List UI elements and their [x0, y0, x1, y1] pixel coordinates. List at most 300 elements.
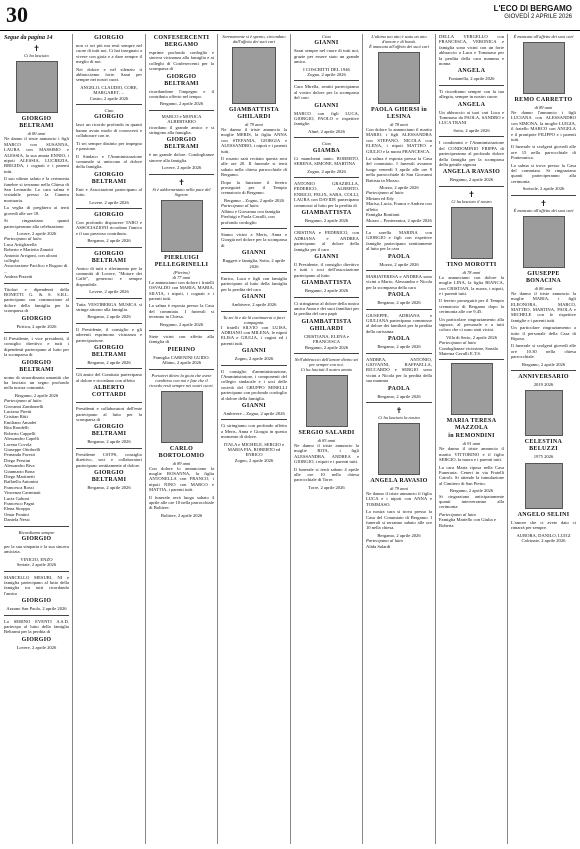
place-date: Ambivere – Zogno, 2 aprile 2026 — [223, 411, 285, 417]
cross-icon: ✝ — [540, 198, 547, 208]
divider — [76, 448, 142, 449]
portrait-photo — [306, 375, 348, 427]
condolence-text: ANDREA, ANTONIO, GIOVANNI, RAFFAELLA, RICCARDO e SERGIO sono vicini a Nicola per la perdita della sua mamma — [366, 356, 432, 384]
condolence-text: Gli amici del Comitato partecipano al dolore e ricordano con affetto — [76, 372, 142, 383]
deceased-name: ALBERTO COTTARDI — [91, 385, 127, 399]
divider — [76, 323, 142, 324]
place-date: Villa di Serio, 2 aprile 2026 — [445, 334, 497, 340]
deceased-nickname: (Pierino) — [173, 269, 190, 275]
participants-label: Partecipano al lutto — [366, 538, 404, 544]
condolence-text: Il Sindaco e l'Amministrazione comunale si uniscono al dolore della famiglia. — [76, 153, 142, 170]
list-item: Famiglia Bonfanti — [366, 212, 400, 218]
column-divider — [435, 34, 436, 844]
cross-icon: ✝ — [395, 406, 403, 416]
divider — [149, 174, 214, 175]
divider — [221, 228, 287, 229]
announcement-text: Il funerale avrà luogo sabato 4 aprile alle ore 10 nella parrocchiale di Boltiere. — [149, 494, 214, 511]
anniversary-years: 1975 2026 — [533, 454, 554, 460]
divider — [439, 136, 504, 137]
place-date: Seriate, 2 aprile 2026 — [16, 562, 57, 568]
deceased-name: PAOLA — [387, 253, 411, 260]
announcement-text: Con dolore lo annunciano il marito MARIO, i figli ALESSANDRA con STEFANO, NICOLA con ELENA, i nipoti MATTEO e GIULIO e la nuora FRANCESCA. — [366, 127, 432, 154]
place-date: Castro, 2 aprile 2026 — [89, 95, 129, 101]
divider — [511, 195, 576, 196]
participants-label: Partecipano al lutto: — [4, 236, 43, 242]
condolence-text: Cara Mirella, sentiti partecipiamo al vostro dolore per la scomparsa del caro — [294, 84, 359, 101]
memorial-quote: Tu sei là e da là continuerai a farci compagnia. — [223, 314, 285, 325]
greeting: Ciao — [322, 34, 331, 39]
place-date: Ruggeri e famiglia, Sotto, 2 aprile 2026 — [222, 258, 286, 269]
announcement-text: Ne danno il triste annuncio la moglie RITA, i figli ALESSANDRA, ANDREA e GIORGIO, i nipoti e i parenti tutti. — [294, 443, 359, 465]
announcement-text: Un particolare ringraziamento a tutto il personale della Casa di Riposo. — [511, 325, 576, 341]
announcement-text: Si ringraziano anticipatamente quanti interverranno alla cerimonia. — [439, 493, 504, 510]
list-item: Alessandro Riva — [4, 463, 35, 469]
condolence-text: Amico di tutti e riferimento per la comunità di Lovere, "Motore dei Caffè", generoso e sempre disponibile. — [76, 265, 142, 287]
portrait-photo — [523, 42, 565, 94]
cross-icon: ✝ — [468, 189, 475, 199]
deceased-name: GIAMBATTISTA — [301, 209, 352, 216]
intro-line: Ci ha lasciato la nostra — [378, 415, 420, 421]
greeting: Ciao — [322, 141, 331, 147]
divider — [294, 177, 359, 178]
place-date: Bergamo, 2 aprile 2026 — [304, 217, 349, 223]
deceased-name: TINO MOROTTI — [446, 261, 497, 268]
divider — [439, 359, 504, 360]
list-item: Roberto e Marietta Zanotti — [4, 247, 54, 253]
deceased-name: PAOLA GHERSI in LESINA — [370, 107, 428, 120]
participants-list — [439, 346, 504, 357]
deceased-name: REMO CARRETTO — [514, 97, 573, 103]
list-item: Vincenza Carminati — [4, 490, 41, 496]
deceased-name: GIANNI — [241, 294, 267, 301]
divider — [439, 85, 504, 86]
deceased-name: GIAMBA — [312, 147, 341, 154]
list-item: Albino e Giovanna con famiglia — [221, 208, 281, 214]
announcement-text: Con dolore lo annunciano la moglie ROSANNA, la figlia ANTONELLA con FRANCO, i nipoti NINO con MARCO e MATTIA, i parenti tutti. — [149, 465, 214, 493]
announcement-text: Il funerale si svolgerà giovedì alle ore 10.30 nella chiesa parrocchiale. — [511, 343, 576, 360]
divider — [149, 110, 214, 111]
condolence-text: Ti sei sempre distinto per impegno e passione. — [76, 140, 142, 152]
place-date: Boltiere, 2 aprile 2026 — [160, 512, 203, 518]
place-date: Sotto, 2 aprile 2026 — [453, 127, 490, 133]
participants-label: Partecipano al lutto: — [221, 203, 260, 209]
column-divider — [72, 34, 73, 844]
list-item: Lucia Gaboni — [4, 495, 30, 501]
divider — [439, 186, 504, 187]
signatories: ITALA e MICHELE, SERGIO e MARIA PIA, ROBERTO ed ENRICO — [224, 441, 284, 458]
condolence-text: Siete vicini con affetto alla famiglia di — [149, 333, 214, 345]
deceased-name: GIORGIO — [21, 315, 52, 322]
place-date: Piritica, 2 aprile 2026 — [16, 323, 57, 329]
divider — [76, 208, 142, 209]
place-date: Bergamo – Zogno, 2 aprile 2026 — [224, 197, 284, 203]
announcement-text: Ne danno il triste annuncio la moglie MARIA, i figli ELEONORA, MARCO, MATTEO, MARTINA, PAOLA e MICHELE con le rispettive famiglie e i parenti tutti. — [511, 290, 576, 323]
announcement-text: La salma è esposta presso la Casa del commiato. I funerali si terranno in Chiesa. — [149, 303, 214, 320]
announcement-text: Il feretro proseguirà per il Tempio crematorio di Bergamo dopo la cerimonia alle ore 9,45. — [439, 298, 504, 315]
announcement-text: La salma si trova presso la Casa del commiato. Si ringraziano quanti parteciperanno alla cerimonia. — [511, 162, 576, 184]
divider — [366, 270, 432, 271]
list-item: Raffaella Antonini — [4, 479, 38, 485]
announcement-text: Ne danno il triste annuncio i figli MARCO con SUSANNA, LAURA con MASSIMO e ALESSIA, la sua amata ENNIO, i nipoti ALESSIA, LUCREZIA, BRIGIDA, i cognati e i parenti tutti. — [4, 136, 69, 174]
participants-label: Partecipano al lutto: — [4, 398, 43, 404]
place-date: Mozzo – Ponteranica, 2 aprile 2026 — [366, 217, 432, 223]
intro-line: Ci ha lasciati il nostro amato — [300, 367, 353, 373]
portrait-photo — [232, 47, 276, 104]
anniversary-heading: ANNIVERSARIO — [518, 373, 569, 380]
list-item: Diego Prestini — [4, 457, 31, 463]
condolence-text: Sarai sempre nel cuore di tutti noi, grazie per essere stato un grande amico. — [294, 48, 359, 65]
list-item: Rita Rondelli — [4, 425, 29, 431]
deceased-age: di 89 anni — [534, 105, 553, 110]
announcement-text: Lo annunciano con dolore i fratelli OSVALDO con MARIA, MARIA, SILVIA, i nipoti, i cognati e i parenti tutti. — [149, 279, 214, 301]
list-item: Gianmario Bona — [4, 468, 35, 474]
condolence-text: MARCELLO MESURI, NI e famiglia partecipano al lutto della famiglia tra tutti ricordando l'amico — [4, 574, 69, 596]
column-divider — [507, 34, 508, 844]
condolence-text: Il Presidente, i vice presidenti, il consiglio direttivo e tutti i dipendenti partecipano al lutto per la scomparsa di — [4, 336, 69, 358]
column-divider — [145, 34, 146, 844]
deceased-name: ANGELA — [457, 68, 486, 75]
place-date: Bergamo, 2 aprile 2026 — [304, 288, 349, 294]
divider — [294, 297, 359, 298]
column-5 — [294, 34, 359, 844]
portrait-photo — [161, 391, 203, 443]
signatories: I COSCRITTI DEL 1946 — [303, 66, 350, 72]
place-date: Bergamo, 2 aprile 2026 — [449, 488, 494, 494]
condolence-text: Tutta VESTIBERGA MUSICA si stringe attorno alla famiglia. — [76, 301, 142, 312]
divider — [366, 402, 432, 403]
page-header — [0, 0, 580, 31]
continued-note: Segue da pagina 14 — [4, 35, 53, 41]
participants-list — [439, 517, 504, 528]
newspaper-name: L'ECO DI BERGAMO — [493, 4, 572, 13]
divider — [76, 368, 142, 369]
place-date: Zogno, 2 aprile 2026 — [307, 72, 346, 78]
announcement-text: Ne danno il triste annuncio la moglie MERIS, la figlia ANNA con STEFANIA, GIORGIA e ALESSANDRO, i nipoti e i parenti tutti. — [221, 127, 287, 154]
announcement-text: Ne danno il triste annuncio il marito VITTORINO e il figlio SERGIO, la nuora e i parenti tutti. — [439, 446, 504, 463]
memorial-quote: Portatevi dietro la gioia che avete condiviso con noi e fate che il ricordo resti sempre nei vostri cuori. — [149, 372, 214, 388]
list-item: Pierluigi e Paola Cavalli, con profondo cordoglio — [221, 214, 275, 225]
place-date: Azzano San Paolo, 2 aprile 2026 — [6, 606, 67, 612]
list-item: Diego Martinetti — [4, 473, 35, 479]
deceased-name: ANGELA — [457, 101, 486, 108]
deceased-age: di 86 anni — [534, 285, 553, 291]
deceased-name: SERGIO SALARDI — [298, 430, 355, 437]
place-date: Fontanella, 2 aprile 2026 — [448, 76, 495, 82]
condolence-text: Il consiglio d'amministrazione, l'Amministratore, i componenti del collegio sindacale e i soci delle società del GRUPPO MINELLI partecipano con profondo cordoglio al dolore della famiglia. — [221, 368, 287, 401]
intro-line: Ci ha lasciato — [24, 53, 49, 59]
condolence-text: DELLA VERGELLO con FRANCESCA, VERONICA e famiglia sono vicini con un forte abbraccio a Luca e Tommaso per la perdita della cara mamma e nonna — [439, 34, 504, 67]
deceased-age: di 83 anni — [317, 438, 336, 444]
list-item: Francesca Rossi — [4, 484, 34, 490]
column-2 — [76, 34, 142, 844]
divider — [149, 330, 214, 331]
deceased-name: GIANNI — [241, 250, 267, 257]
place-date: Bergamo, 2 aprile 2026 — [521, 361, 566, 367]
divider — [511, 370, 576, 371]
portrait-photo — [16, 61, 58, 113]
list-item: Alessandro Capelli — [4, 436, 40, 442]
deceased-married-name: in REMONDINI — [448, 433, 495, 440]
deceased-name: GIORGIO — [21, 598, 52, 605]
deceased-age: di 79 anni — [390, 486, 408, 492]
deceased-name: GIORGIO BELTRAMI — [19, 359, 54, 373]
signatories: Famiglia CARENINI GUIDO. — [153, 354, 210, 360]
place-date: Bergamo, 2 aprile 2026 — [87, 485, 131, 491]
deceased-age: di 78 anni — [462, 269, 481, 275]
divider — [4, 571, 69, 572]
condolence-text: Presidenti e collaboratori dell'ente partecipano al lutto per la scomparsa di — [76, 406, 142, 423]
divider — [221, 311, 287, 312]
issue-date: GIOVEDÌ 2 APRILE 2026 — [504, 14, 572, 20]
deceased-name: GIORGIO — [21, 536, 52, 542]
portrait-photo — [525, 390, 563, 436]
signatories: VINICIO, ENZO — [20, 556, 53, 562]
deceased-name: GIAMBATTISTA GHILARDI — [301, 318, 352, 332]
place-date: Sorisole, 2 aprile 2026 — [522, 186, 565, 192]
condolence-text: Titolari e dipendenti della BONETTI G. & S. S.R.L. partecipano con commozione al dolore della famiglia per la scomparsa di — [4, 286, 69, 314]
announcement-text: Il funerale si svolgerà giovedì alle ore 15 nella parrocchiale di Ponteranica. — [511, 144, 576, 161]
list-item: Miriam ed Edy — [366, 195, 394, 201]
list-item: Cristian Ritti — [4, 414, 28, 420]
deceased-name: GIORGIO — [21, 636, 52, 643]
place-date: Ambivere, 2 aprile 2026 — [231, 302, 277, 308]
deceased-name: GIORGIO BELTRAMI — [91, 424, 127, 438]
signatories: CRISTIANA, ELENA e FRANCESCA — [304, 333, 349, 345]
announcement-text: Il funerale si terrà sabato 4 aprile alle ore 10 nella chiesa parrocchiale di Torre. — [294, 466, 359, 483]
deceased-age: di 79 anni — [245, 122, 263, 127]
organization-name: CONFESERCENTI BERGAMO — [153, 35, 210, 48]
column-6 — [366, 34, 432, 844]
place-date: Torre, 2 aprile 2026 — [308, 484, 345, 490]
memorial-quote: L'ultimo tuo atto è stato un atto d'amore e di bontà. — [371, 34, 427, 44]
list-item: Omar Pontini — [4, 511, 29, 517]
divider — [76, 104, 142, 105]
deceased-name: ANGELA RAVASIO — [442, 169, 501, 176]
divider — [4, 283, 69, 284]
condolence-text: Nei dolore e nel silenzio ti abbracciamo forte. Sarai per sempre nei nostri cuori. — [76, 66, 142, 83]
deceased-name: GIANNI — [314, 253, 339, 260]
announcement-text: La cara Maria riposa nella Casa Funeraria. Ceneri in via Fratelli Cairoli. Si attende la tumulazione al Cimitero di San Pietro. — [439, 464, 504, 486]
deceased-name: GIANNI — [314, 102, 339, 109]
condolence-text: MARIATERESA e ANDREA sono vicini a Mario, Alessandra e Nicola per la scomparsa della cara — [366, 273, 432, 290]
deceased-name: GIANNI — [241, 348, 267, 355]
list-item: Marisa, Lucia, Franca e Andrea con affetto — [366, 201, 432, 212]
condolence-text: Con profondo dispiacere TARO e ASSOCIAZIONI ricordano l'amico e il suo prezioso contributo. — [76, 219, 142, 236]
divider — [366, 353, 432, 354]
list-item: Emiliano Amadei — [4, 419, 37, 425]
divider — [221, 419, 287, 420]
deceased-name: GIORGIO BELTRAMI — [91, 171, 127, 185]
announcement-text: La veglia di preghiera ai terrà giovedì alle ore 18. — [4, 205, 69, 216]
column-4 — [221, 34, 287, 844]
deceased-name: CELESTINA BELUZZI — [524, 439, 563, 453]
condolence-text: per la sua simpatia e la sua sincera amicizia. — [4, 544, 69, 555]
condolence-text: è un grande dolore. Condoglianze sincere alla famiglia. — [149, 152, 214, 163]
portrait-photo — [451, 363, 493, 415]
place-date: Bergamo, 2 aprile 2026 — [377, 532, 421, 538]
signatories: AURORA, DANILO, LUIGI — [516, 532, 571, 538]
announcement-text: Il rosario sarà recitato questa sera alle ore 20. Il funerale si terrà sabato nella chiesa parrocchiale di Bergamo. — [221, 156, 287, 178]
list-item: Condoglianze vicissime, Sonala Materna Cavalli E.T.S. — [439, 345, 498, 356]
divider — [294, 353, 359, 354]
signatories: MARCO e MONICA ALBERTARIO — [161, 113, 202, 125]
condolence-text: non ci sei più ma resti sempre nel cuore di tutti noi. Ci hai insegnato a vivere con gioia e a dare sempre il meglio di noi. — [76, 43, 142, 65]
condolence-text: Siamo vicini a Meris, Anna e Giorgia nel dolore per la scomparsa di — [221, 231, 287, 248]
deceased-name: GIAMBATTISTA GHILARDI — [228, 107, 280, 120]
announcement-text: La salma è esposta presso la Casa del commiato. I funerali avranno luogo venerdì 3 aprile alle ore 9 nella parrocchiale di San Giovanni Battista in Mozzo. — [366, 156, 432, 183]
cross-icon: ✝ — [178, 177, 185, 187]
deceased-name: MARIA TERESA MAZZOLA — [446, 418, 497, 432]
announcement-text: Lo annunciano con dolore la moglie LINA, la figlia BIANCA, con CRISTIAN, la nuora, i nipoti, e i parenti tutti. — [439, 274, 504, 296]
place-date: Bergamo, 2 aprile 2026 — [377, 393, 421, 399]
condolence-text: L'amore che ci avete dato ci rimarrà per sempre. — [511, 519, 576, 531]
list-item: Giovanni Zambonelli — [4, 403, 44, 409]
participants-label: Partecipano al lutto: — [366, 190, 405, 196]
portrait-photo — [451, 207, 493, 259]
divider — [76, 247, 142, 248]
list-item: Luciano Piretti — [4, 409, 32, 415]
cross-icon: ✝ — [33, 44, 40, 54]
place-date: Lovere, 2 aprile 2026 — [161, 165, 202, 171]
condolence-text: Il Presidente, il consiglio direttivo e tutti i soci dell'associazione partecipano al lutto. — [294, 261, 359, 278]
participants-label: Partecipano al lutto — [439, 340, 477, 346]
intro-line: Si è addormentato nella pace del Signore — [152, 186, 211, 197]
condolence-text: Ci mancherai tanto. ROBERTO, SERENA, SIMONE, MARTINA — [294, 155, 359, 167]
column-3 — [149, 34, 214, 844]
announcement-text: Dopo la funzione il feretro proseguirà per il Tempio crematorio di Bergamo. — [221, 179, 287, 196]
divider — [221, 272, 287, 273]
deceased-name: PIERLUIGI PELLEGRINELLI — [154, 254, 209, 268]
participants-list — [221, 209, 287, 225]
deceased-age: di 91 anni — [462, 441, 481, 447]
deceased-name: GIORGIO BELTRAMI — [164, 137, 199, 151]
list-item: Francesco Pagni — [4, 500, 35, 506]
condolence-text: lasci un ricordo profondo in quanti hanno avuto modo di conoscerti e collaborare con te. — [76, 122, 142, 139]
condolence-text: La SERINO EVENTI A.S.D. partecipa al lutto della famiglia Beltrami per la perdita di — [4, 618, 69, 635]
condolence-text: esprime profondo cordoglio e sincera vicinanza alla famiglia e ai colleghi di Confesercenti per la scomparsa di — [149, 50, 214, 72]
deceased-name: PAOLA — [387, 292, 411, 299]
deceased-name: GIORGIO BELTRAMI — [91, 345, 127, 359]
column-8 — [511, 34, 576, 844]
column-divider — [362, 34, 363, 844]
list-item: Andrea Pizzetti — [4, 274, 33, 280]
portrait-photo — [378, 423, 420, 475]
page-number: 30 — [6, 2, 28, 27]
column-divider — [217, 34, 218, 844]
condolence-text: Ci stringiamo al dolore della nostra amica Anna e dei suoi familiari per la perdita del caro papà — [294, 300, 359, 317]
list-item: Antonio Arrigoni, con alcuni colleghi — [4, 252, 58, 263]
deceased-name: PIERINO — [167, 346, 196, 353]
deceased-name: PAOLA — [387, 385, 411, 392]
intro-line: È mancata all'affetto dei suoi cari — [369, 44, 429, 49]
participants-list — [366, 196, 432, 218]
deceased-name: GIORGIO BELTRAMI — [19, 116, 54, 130]
portrait-photo — [378, 52, 420, 104]
condolence-text: ricordano il grande amico e si stringono alla famiglia. — [149, 124, 214, 136]
divider — [294, 226, 359, 227]
signatories: ANGELO, CLAUDIO, CORE, MARGARET, ... — [80, 84, 138, 96]
place-date: Bergamo, 2 aprile 2026 — [159, 101, 204, 107]
memorial-quote: Nell'abbraccio dell'amore divino sei per sempre con noi. — [294, 357, 359, 368]
list-item: Giuseppe Ottobrelli — [4, 446, 41, 452]
condolence-text: ANTONIO GRAZIELLA, FEDERICO, ALBERTO, ENRICO, FELIX, SARA, COLLI, LAURA con DAVIDE partecipano commossi al lutto per la perdita di — [294, 180, 359, 208]
announcement-text: Ne danno il triste annuncio il figlio LUCA e i nipoti con ANNA e TOMMASO. — [366, 491, 432, 507]
place-date: Zogno, 2 aprile 2026 — [307, 168, 346, 174]
condolence-text: La sorella MARINA con GIORGIO e figli con rispettive famiglie partecipano sentitamente al lutto per la cara — [366, 229, 432, 252]
place-date: Zogno, 2 aprile 2026 — [234, 356, 274, 362]
condolence-text: Il Presidente, il consiglio e gli aderenti esprimono vicinanza e partecipazione. — [76, 326, 142, 343]
deceased-age: di 77 anni — [172, 274, 191, 280]
condolence-text: Presidente CSTPS, consiglio direttivo, soci e collaboratori partecipano sentitamente al dolore. — [76, 451, 142, 468]
participants-list — [4, 404, 69, 523]
place-date: Mozzo, 2 aprile 2026 — [379, 185, 419, 191]
list-item: Roberto Cappelli — [4, 430, 36, 436]
list-item: Lorena Covola — [4, 441, 32, 447]
deceased-name: CARLO BORTOLOMIO — [158, 445, 205, 459]
place-date: Lovere, 2 aprile 2026 — [89, 289, 129, 295]
divider — [149, 369, 214, 370]
greeting: Ciao — [104, 108, 114, 114]
condolence-text: Un abbraccio ai tuoi cari Luca e Tommaso da PAOLA, SANDRO e LUCA TRANI — [439, 109, 504, 126]
condolence-text: CRISTINA e FEDERICO, con ADRIANA e ANDREA partecipano al dolore della famiglia per il caro — [294, 230, 359, 252]
participants-label: Partecipano al lutto — [439, 511, 477, 517]
column-1 — [4, 34, 69, 844]
place-date: Bergamo, 2 aprile 2026 — [87, 360, 131, 366]
place-date: Bergamo, 2 aprile 2026 — [304, 344, 349, 350]
divider — [294, 80, 359, 81]
condolence-text: uomo di straordinaria umanità che ha lasciato un segno profondo nella nostra comunità. — [4, 374, 69, 391]
condolence-text: GIUSEPPE, ADRIANA e GIULIANA partecipano commosse al dolore dei familiari per la perdita della carissima — [366, 312, 432, 334]
deceased-name: GIORGIO BELTRAMI — [91, 250, 127, 264]
divider — [4, 526, 69, 527]
place-date: Bergamo, 2 aprile 2026 — [14, 392, 59, 398]
place-date: Bergamo, 2 aprile 2026 — [449, 177, 494, 183]
intro-line: È mancata all'affetto dei suoi cari — [513, 34, 574, 39]
deceased-name: ANGELO SELINI — [517, 511, 570, 518]
deceased-name: GIORGIO — [94, 211, 124, 218]
participants-list — [4, 242, 69, 280]
list-item: Luca Artigliarella — [4, 241, 37, 247]
deceased-name: GIUSEPPE BONACINA — [525, 270, 562, 284]
deceased-name: GIAMBATTISTA — [301, 280, 352, 287]
deceased-age: di 78 anni — [390, 122, 408, 127]
intro-line: È mancato all'affetto dei suoi cari — [513, 207, 574, 213]
column-7 — [439, 34, 504, 844]
place-date: Lovere, 2 aprile 2026 — [16, 230, 57, 236]
announcement-text: Il suo ultimo saluto e la cerimonia funebre si terranno nella Chiesa di San Leonardo. Lo cara salma è visitabile presso la Camera mortuaria. — [4, 176, 69, 203]
condolence-text: ricordandone l'impegno e il contributo offerto nel tempo. — [149, 88, 214, 100]
divider — [221, 365, 287, 366]
announcement-text: La nostra cara si trova presso la Casa del Commiato di Bergamo. I funerali si terranno sabato alle ore 10 nella chiesa. — [366, 509, 432, 531]
place-date: Mozzo, 2 aprile 2026 — [379, 261, 419, 267]
divider — [76, 402, 142, 403]
condolence-text: Ci stringiamo con profondo affetto a Meris, Anna e Giorgia in questo momento di dolore. — [221, 423, 287, 440]
place-date: Calcinate, 2 aprile 2026 — [521, 538, 566, 543]
announcement-text: Si ringraziano quanti parteciperanno alla celebrazione. — [4, 218, 69, 229]
place-date: Bergamo, 2 aprile 2026 — [159, 321, 204, 327]
place-date: Bergamo, 2 aprile 2026 — [87, 314, 131, 320]
portrait-photo — [523, 216, 565, 268]
deceased-name: GIORGIO — [94, 35, 124, 41]
divider — [366, 309, 432, 310]
deceased-name: ANGELA RAVASIO — [370, 478, 428, 485]
deceased-name: GIANNI — [314, 40, 339, 47]
deceased-name: GIORGIO — [94, 114, 124, 121]
condolence-text: MARCO con figli LUCA, GIORGIO, PAOLO e rispettive famiglie. — [294, 110, 359, 127]
deceased-name: GIORGIO BELTRAMI — [164, 73, 199, 87]
condolence-text: Enrico, Luca e figli con famiglia partecipano al lutto della famiglia per la perdita del caro — [221, 275, 287, 292]
divider — [4, 332, 69, 333]
